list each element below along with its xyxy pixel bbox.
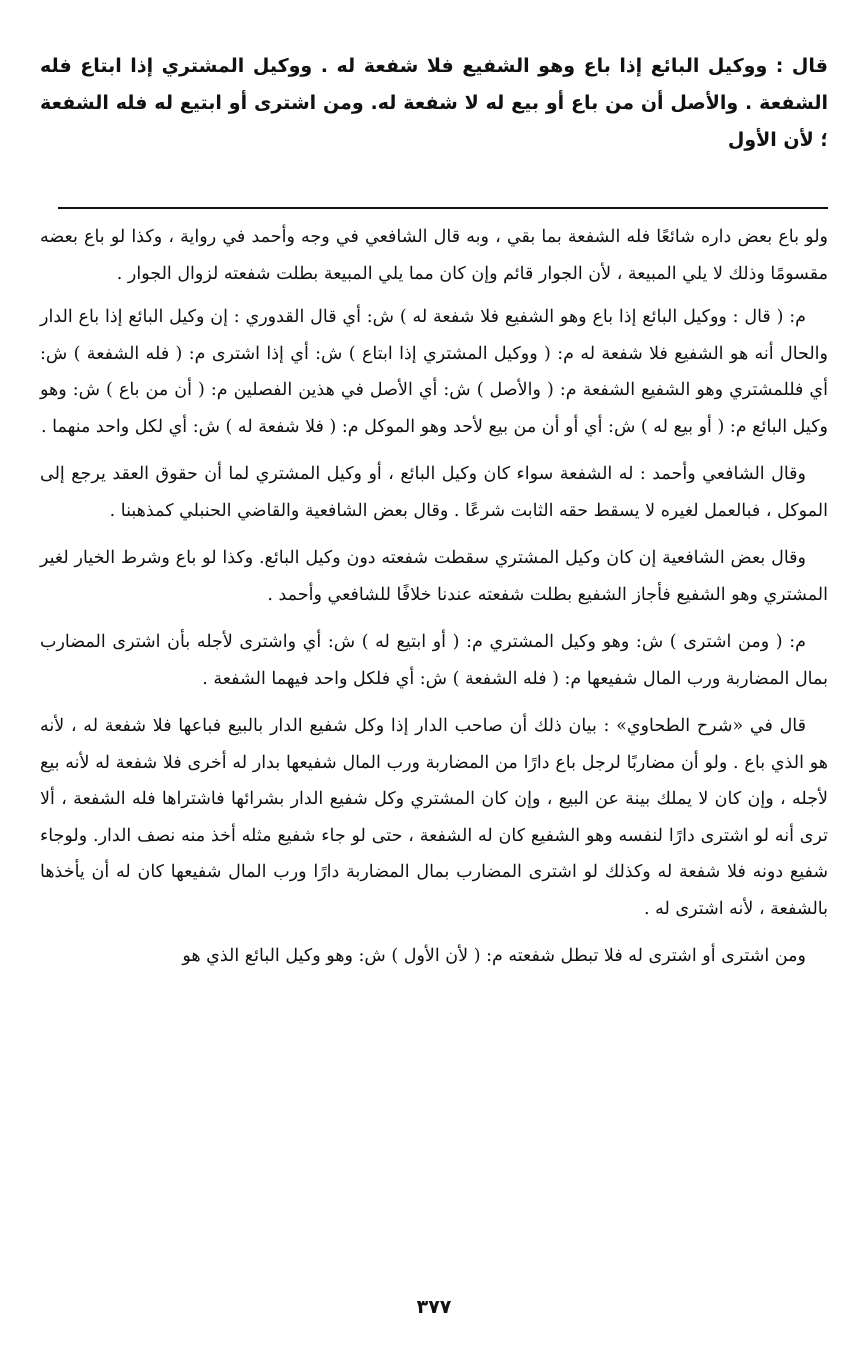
page-number: ٣٧٧ xyxy=(416,1296,452,1318)
main-text: قال : ووكيل البائع إذا باع وهو الشفيع فلا شفعة له . ووكيل المشتري إذا ابتاع فله الشفعة . والأصل أن من باع أو بيع له لا شفعة له. ومن اشترى أو ابتيع له فله الشفعة ؛ لأن الأول xyxy=(40,55,828,151)
page-body xyxy=(40,48,828,986)
commentary xyxy=(40,299,828,975)
commentary-paragraph: قال في «شرح الطحاوي» : بيان ذلك أن صاحب الدار إذا وكل شفيع الدار بالبيع فباعها فلا شفعة له ، لأنه هو الذي باع . ولو أن مضاربًا لرجل باع دارًا من المضاربة ورب المال شفيعها بدار له أخرى فلا شفعة له لأنه بيع لأجله ، وإن كان لا يملك بينة عن البيع ، وإن كان المشتري وكل شفيع الدار بشرائها فاشتراها فله الشفعة ، ألا ترى أنه لو اشترى دارًا لنفسه وهو الشفيع كان له الشفعة ، حتى لو جاء شفيع مثله أخذ منه نصف الدار. ولوجاء شفيع دونه فلا شفعة له وكذلك لو اشترى المضارب بمال المضاربة دارًا ورب المال شفيعها كان له أن يأخذها بالشفعة ، لأنه اشترى له . xyxy=(40,716,828,919)
commentary-paragraph: م: ( قال : ووكيل البائع إذا باع وهو الشفيع فلا شفعة له ) ش: أي قال القدوري : إن وكيل البائع إذا باع الدار والحال أنه هو الشفيع فلا شفعة له م: ( ووكيل المشتري إذا ابتاع ) ش: أي إذا اشترى م: ( فله الشفعة ) ش: أي فللمشتري وهو الشفيع الشفعة م: ( والأصل ) ش: أي الأصل في هذين الفصلين م: ( أن من باع ) ش: وهو وكيل البائع م: ( أو بيع له ) ش: أي أو أن من بيع لأحد وهو الموكل م: ( فلا شفعة له ) ش: أي لكل واحد منهما . xyxy=(40,307,828,437)
commentary-paragraph: وقال بعض الشافعية إن كان وكيل المشتري سقطت شفعته دون وكيل البائع. وكذا لو باع وشرط الخيار لغير المشتري وهو الشفيع فأجاز الشفيع بطلت شفعته عندنا خلافًا للشافعي وأحمد . xyxy=(40,548,828,605)
commentary-paragraph: م: ( ومن اشترى ) ش: وهو وكيل المشتري م: ( أو ابتيع له ) ش: أي واشترى لأجله بأن اشترى المضارب بمال المضاربة ورب المال شفيعها م: ( فله الشفعة ) ش: أي فلكل واحد فيهما الشفعة . xyxy=(40,632,828,689)
commentary-paragraph: ومن اشترى أو اشترى له فلا تبطل شفعته م: ( لأن الأول ) ش: وهو وكيل البائع الذي هو xyxy=(182,946,806,966)
footnote: ولو باع بعض داره شائعًا فله الشفعة بما بقي ، وبه قال الشافعي في وجه وأحمد في رواية ، وكذا لو باع بعضه مقسومًا وذلك لا يلي المبيعة ، لأن الجوار قائم وإن كان مما يلي المبيعة بطلت شفعته لزوال الجوار . xyxy=(40,227,828,284)
commentary-paragraph: وقال الشافعي وأحمد : له الشفعة سواء كان وكيل البائع ، أو وكيل المشتري لما أن حقوق العقد يرجع إلى الموكل ، فبالعمل لغيره لا يسقط حقه الثابت شرعًا . وقال بعض الشافعية والقاضي الحنبلي كمذهبنا . xyxy=(40,464,828,521)
footnote-separator xyxy=(58,207,828,209)
